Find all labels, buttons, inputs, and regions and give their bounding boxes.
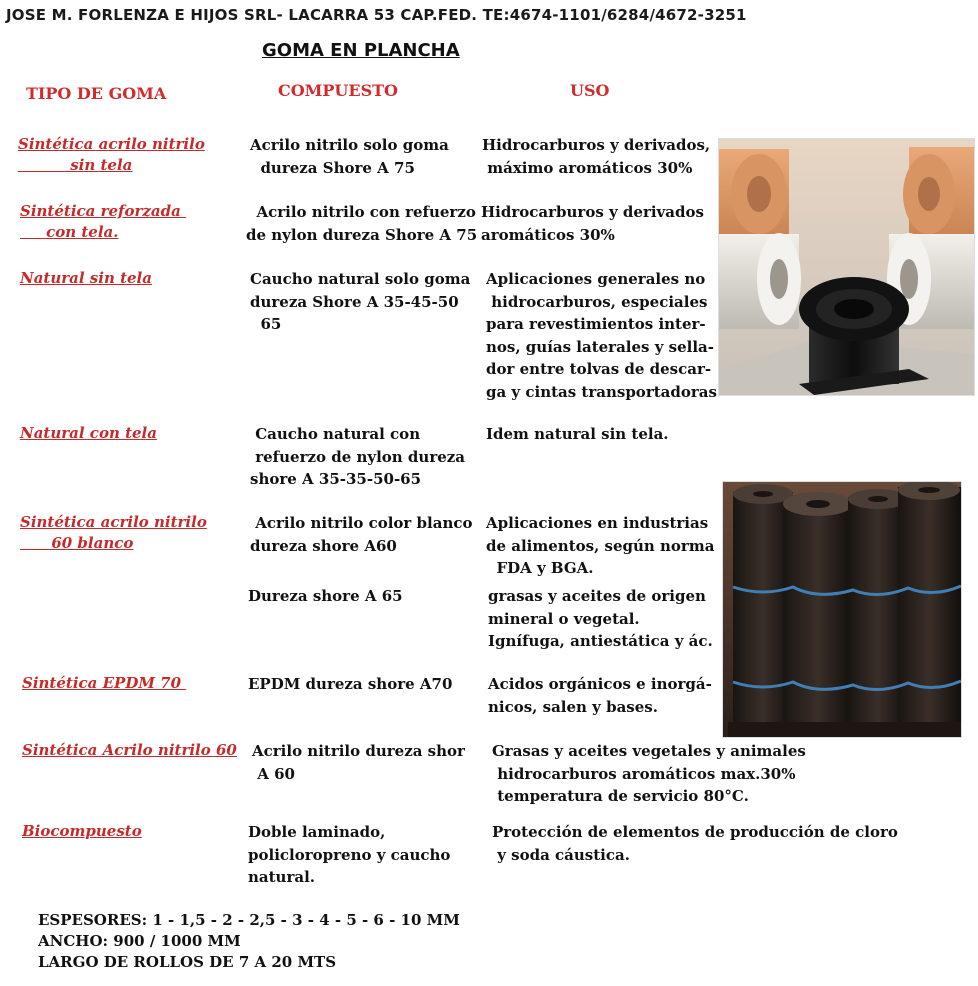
tipo-cell: Sintética acrilo nitrilo 60 blanco	[20, 513, 207, 552]
compuesto-cell: Acrilo nitrilo color blanco dureza shore A60	[250, 514, 473, 555]
tipo-cell: Sintética EPDM 70	[22, 674, 187, 692]
uso-cell: Hidrocarburos y derivados, máximo aromáticos 30%	[482, 136, 711, 177]
uso-cell: Protección de elementos de producción de cloro y soda cáustica.	[492, 823, 898, 864]
largo-text: LARGO DE ROLLOS DE 7 A 20 MTS	[38, 953, 337, 971]
compuesto-cell: EPDM dureza shore A70	[248, 675, 453, 693]
tipo-cell: Natural sin tela	[20, 269, 152, 287]
specs-footer	[38, 910, 460, 973]
tipo-cell: Natural con tela	[20, 424, 157, 442]
espesores-text: ESPESORES: 1 - 1,5 - 2 - 2,5 - 3 - 4 - 5 - 6 - 10 MM	[38, 911, 460, 929]
tipo-cell: Sintética Acrilo nitrilo 60	[22, 741, 237, 759]
uso-cell: Acidos orgánicos e inorgá- nicos, salen y bases.	[488, 675, 712, 716]
ancho-text: ANCHO: 900 / 1000 MM	[38, 932, 241, 950]
tipo-cell: Biocompuesto	[22, 822, 142, 840]
uso-cell: Aplicaciones en industrias de alimentos, según norma FDA y BGA.	[486, 514, 715, 577]
column-header-compuesto: COMPUESTO	[278, 81, 398, 100]
page-title: GOMA EN PLANCHA	[262, 40, 460, 61]
uso-cell: grasas y aceites de origen mineral o vegetal. Ignífuga, antiestática y ác.	[488, 587, 713, 650]
compuesto-cell: Caucho natural solo goma dureza Shore A 35-45-50 65	[250, 270, 471, 333]
tipo-cell: Sintética reforzada con tela.	[20, 202, 181, 241]
uso-cell: Idem natural sin tela.	[486, 425, 669, 443]
uso-cell: Hidrocarburos y derivados aromáticos 30%	[481, 203, 704, 244]
dark-rubber-rolls-photo	[722, 481, 962, 738]
compuesto-cell: Acrilo nitrilo dureza shor A 60	[252, 742, 465, 783]
uso-cell: Grasas y aceites vegetales y animales hidrocarburos aromáticos max.30% temperatura de servicio 80°C.	[492, 742, 806, 805]
column-header-tipo: TIPO DE GOMA	[26, 84, 167, 103]
compuesto-cell: Acrilo nitrilo con refuerzo de nylon dureza Shore A 75	[246, 203, 478, 244]
company-header: JOSE M. FORLENZA E HIJOS SRL- LACARRA 53 CAP.FED. TE:4674-1101/6284/4672-3251	[6, 6, 747, 24]
rubber-rolls-illustration	[719, 139, 974, 395]
rubber-rolls-photo	[718, 138, 975, 396]
uso-cell: Aplicaciones generales no hidrocarburos, especiales para revestimientos inter- nos, guías laterales y sella- dor entre tolvas de descar- ga y cintas transportadoras	[486, 270, 717, 401]
compuesto-cell: Caucho natural con refuerzo de nylon dureza shore A 35-35-50-65	[250, 425, 466, 488]
column-header-uso: USO	[570, 81, 610, 100]
tipo-cell: Sintética acrilo nitrilo sin tela	[18, 135, 205, 174]
compuesto-cell: Doble laminado, policloropreno y caucho natural.	[248, 823, 451, 886]
compuesto-cell: Dureza shore A 65	[248, 587, 403, 605]
compuesto-cell: Acrilo nitrilo solo goma dureza Shore A 75	[250, 136, 449, 177]
dark-rolls-illustration	[723, 482, 961, 737]
